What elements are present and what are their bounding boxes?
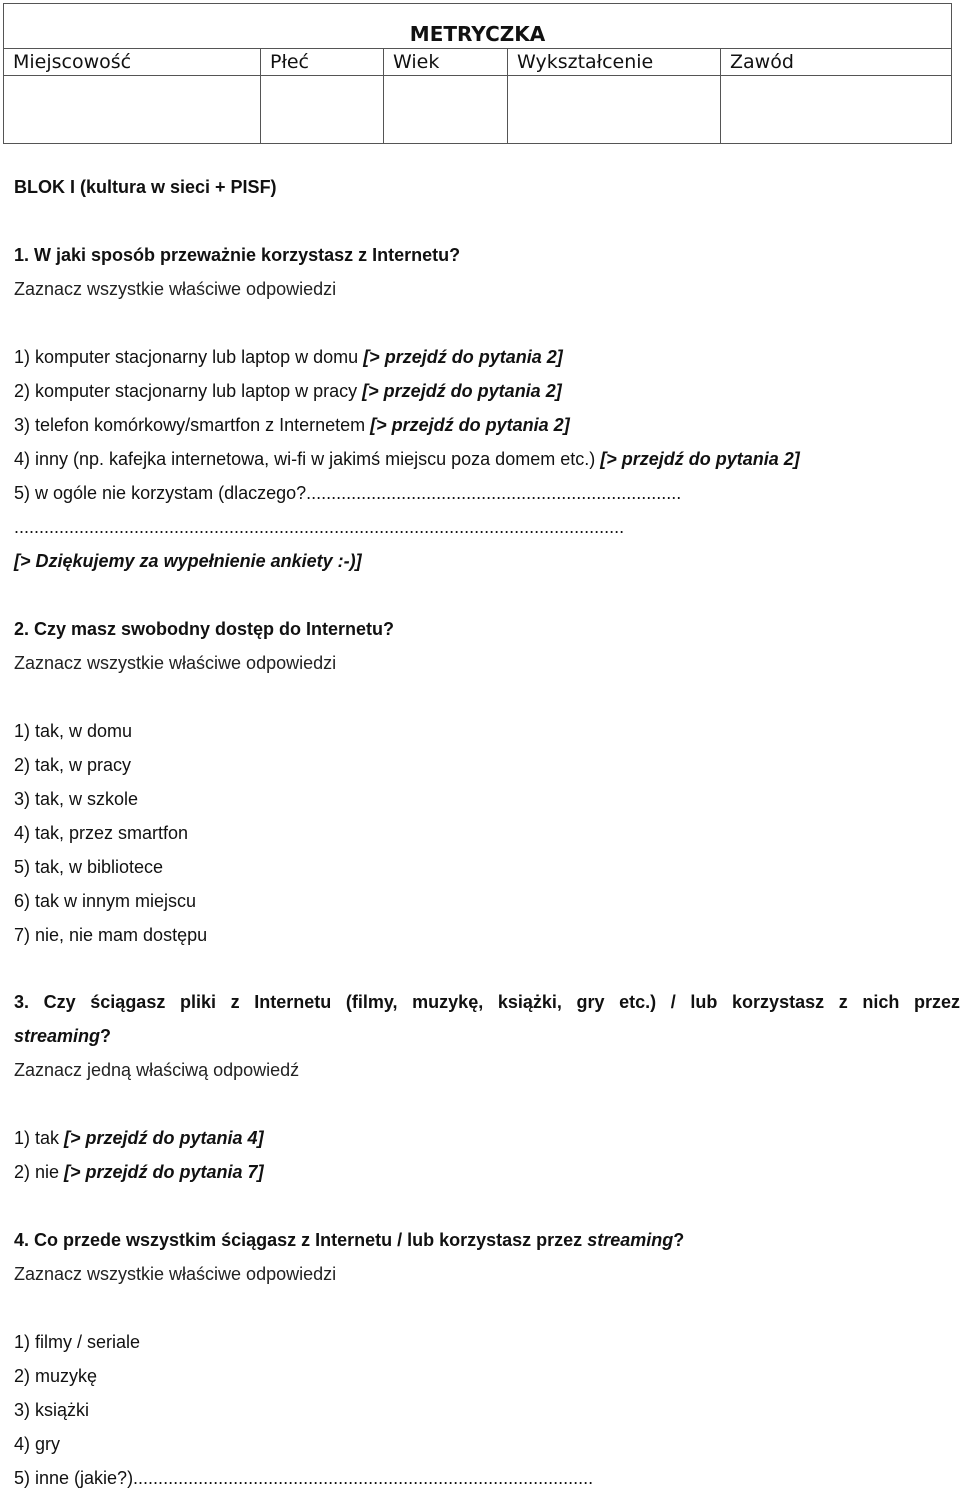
answer-cell-plec[interactable] — [261, 76, 384, 144]
option-text: 1) komputer stacjonarny lub laptop w domu — [14, 347, 364, 367]
q2-option-4[interactable]: 4) tak, przez smartfon — [14, 823, 189, 843]
q3-question-line-1: 3. Czy ściągasz pliki z Internetu (filmy, muzykę, książki, gry etc.) / lub korzystasz z nich przez — [14, 992, 960, 1012]
q2-option-6[interactable]: 6) tak w innym miejscu — [14, 891, 197, 911]
q3-question-line-2 — [14, 1025, 111, 1047]
answer-cell-wiek[interactable] — [384, 76, 508, 144]
q4-option-5[interactable]: 5) inne (jakie?)............................................................................................ — [14, 1468, 594, 1488]
q1-option-4[interactable] — [14, 448, 800, 470]
q1-option-5-continuation[interactable]: .......................................................................................................................... — [14, 517, 625, 537]
q4-option-1[interactable]: 1) filmy / seriale — [14, 1332, 141, 1352]
column-header-wiek: Wiek — [384, 49, 508, 76]
streaming-term: streaming — [14, 1026, 101, 1046]
option-text: 4) inny (np. kafejka internetowa, wi-fi w jakimś miejscu poza domem etc.) — [14, 449, 601, 469]
q2-option-2[interactable]: 2) tak, w pracy — [14, 755, 132, 775]
q3-option-2[interactable] — [14, 1161, 264, 1183]
q2-option-5[interactable]: 5) tak, w bibliotece — [14, 857, 164, 877]
metryczka-title: METRYCZKA — [4, 4, 952, 49]
jump-instruction: [> przejdź do pytania 2] — [370, 415, 570, 435]
answer-cell-wyksztalcenie[interactable] — [508, 76, 721, 144]
jump-instruction: [> przejdź do pytania 2] — [600, 449, 800, 469]
jump-instruction: [> przejdź do pytania 4] — [64, 1128, 264, 1148]
q2-option-1[interactable]: 1) tak, w domu — [14, 721, 133, 741]
q4-option-3[interactable]: 3) książki — [14, 1400, 90, 1420]
jump-instruction: [> przejdź do pytania 2] — [362, 381, 562, 401]
q4-hint: Zaznacz wszystkie właściwe odpowiedzi — [14, 1264, 337, 1284]
q1-question: 1. W jaki sposób przeważnie korzystasz z Internetu? — [14, 245, 461, 265]
q2-question: 2. Czy masz swobodny dostęp do Internetu? — [14, 619, 395, 639]
q2-hint: Zaznacz wszystkie właściwe odpowiedzi — [14, 653, 337, 673]
q2-option-3[interactable]: 3) tak, w szkole — [14, 789, 139, 809]
column-header-plec: Płeć — [261, 49, 384, 76]
column-header-miejscowosc: Miejscowość — [4, 49, 261, 76]
q4-option-4[interactable]: 4) gry — [14, 1434, 61, 1454]
q1-option-1[interactable] — [14, 346, 563, 368]
q3-hint: Zaznacz jedną właściwą odpowiedź — [14, 1060, 300, 1080]
metryczka-table — [3, 3, 952, 144]
question-mark: ? — [673, 1230, 685, 1250]
option-text: 2) nie — [14, 1162, 65, 1182]
question-text: 4. Co przede wszystkim ściągasz z Internetu / lub korzystasz przez — [14, 1230, 588, 1250]
streaming-term: streaming — [587, 1230, 674, 1250]
answer-cell-miejscowosc[interactable] — [4, 76, 261, 144]
q3-option-1[interactable] — [14, 1127, 264, 1149]
q4-option-2[interactable]: 2) muzykę — [14, 1366, 98, 1386]
q2-option-7[interactable]: 7) nie, nie mam dostępu — [14, 925, 208, 945]
q1-option-3[interactable] — [14, 414, 570, 436]
answer-cell-zawod[interactable] — [721, 76, 952, 144]
q1-option-2[interactable] — [14, 380, 562, 402]
q1-thanks: [> Dziękujemy za wypełnienie ankiety :-)] — [14, 551, 362, 571]
q1-option-5[interactable]: 5) w ogóle nie korzystam (dlaczego?........................................................................... — [14, 483, 682, 503]
jump-instruction: [> przejdź do pytania 7] — [64, 1162, 264, 1182]
block-title: BLOK I (kultura w sieci + PISF) — [14, 177, 277, 197]
q1-hint: Zaznacz wszystkie właściwe odpowiedzi — [14, 279, 337, 299]
q4-question — [14, 1229, 684, 1251]
jump-instruction: [> przejdź do pytania 2] — [363, 347, 563, 367]
question-mark: ? — [100, 1026, 112, 1046]
option-text: 1) tak — [14, 1128, 65, 1148]
option-text: 3) telefon komórkowy/smartfon z Internetem — [14, 415, 371, 435]
column-header-zawod: Zawód — [721, 49, 952, 76]
option-text: 2) komputer stacjonarny lub laptop w pracy — [14, 381, 363, 401]
column-header-wyksztalcenie: Wykształcenie — [508, 49, 721, 76]
